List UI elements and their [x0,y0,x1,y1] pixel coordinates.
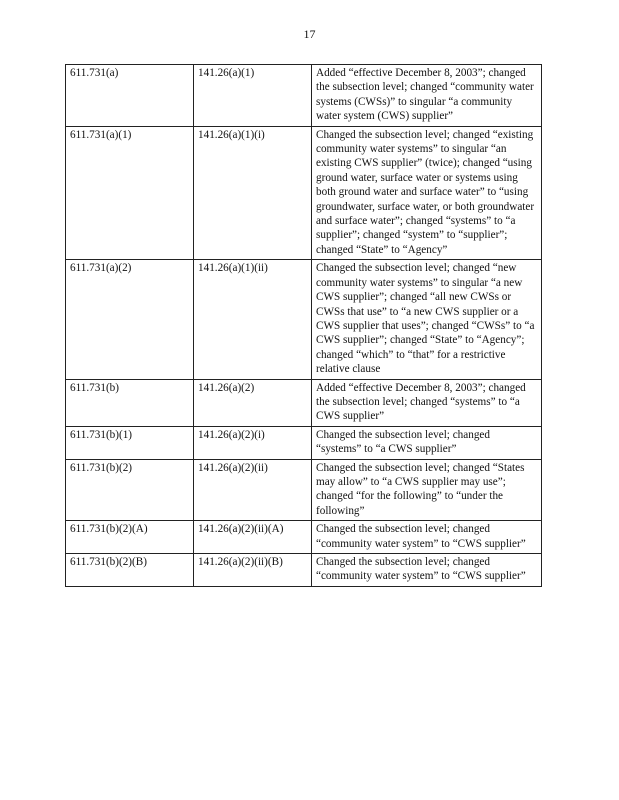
federal-section-cell: 141.26(a)(2)(ii)(A) [194,521,312,554]
table-row [66,554,542,587]
table-row [66,379,542,426]
illinois-section-cell: 611.731(b) [66,379,194,426]
table-row [66,459,542,521]
explanation-cell: Added “effective December 8, 2003”; changed the subsection level; changed “systems” to “a CWS supplier” [312,379,542,426]
illinois-section-cell: 611.731(a)(1) [66,126,194,260]
illinois-section-cell: 611.731(b)(1) [66,426,194,459]
explanation-cell: Changed the subsection level; changed “new community water systems” to singular “a new CWS supplier”; changed “all new CWSs or CWSs that use” to “a new CWS supplier or a CWS supplier that uses”; changed “CWSs” to “a CWS supplier”; changed “State” to “Agency”; changed “which” to “that” for a restrictive relative clause [312,260,542,379]
explanation-cell: Changed the subsection level; changed “community water system” to “CWS supplier” [312,554,542,587]
table-row [66,65,542,127]
explanation-cell: Changed the subsection level; changed “States may allow” to “a CWS supplier may use”; changed “for the following” to “under the following” [312,459,542,521]
federal-section-cell: 141.26(a)(1)(ii) [194,260,312,379]
illinois-section-cell: 611.731(a) [66,65,194,127]
federal-section-cell: 141.26(a)(1) [194,65,312,127]
section-comparison-table [65,64,542,587]
federal-section-cell: 141.26(a)(2)(i) [194,426,312,459]
explanation-cell: Changed the subsection level; changed “community water system” to “CWS supplier” [312,521,542,554]
federal-section-cell: 141.26(a)(1)(i) [194,126,312,260]
illinois-section-cell: 611.731(b)(2) [66,459,194,521]
illinois-section-cell: 611.731(b)(2)(B) [66,554,194,587]
illinois-section-cell: 611.731(b)(2)(A) [66,521,194,554]
table-row [66,521,542,554]
federal-section-cell: 141.26(a)(2) [194,379,312,426]
federal-section-cell: 141.26(a)(2)(ii)(B) [194,554,312,587]
explanation-cell: Added “effective December 8, 2003”; changed the subsection level; changed “community water systems (CWSs)” to singular “a community water system (CWS) supplier” [312,65,542,127]
table-row [66,260,542,379]
explanation-cell: Changed the subsection level; changed “systems” to “a CWS supplier” [312,426,542,459]
explanation-cell: Changed the subsection level; changed “existing community water systems” to singular “an existing CWS supplier” (twice); changed “using ground water, surface water or systems using both ground water and surface water” to “using groundwater, surface water, or both groundwater and surface water”; changed “systems” to “a supplier”; changed “system” to “supplier”; changed “State” to “Agency” [312,126,542,260]
illinois-section-cell: 611.731(a)(2) [66,260,194,379]
page-number: 17 [303,27,316,41]
table-row [66,426,542,459]
federal-section-cell: 141.26(a)(2)(ii) [194,459,312,521]
table-row [66,126,542,260]
